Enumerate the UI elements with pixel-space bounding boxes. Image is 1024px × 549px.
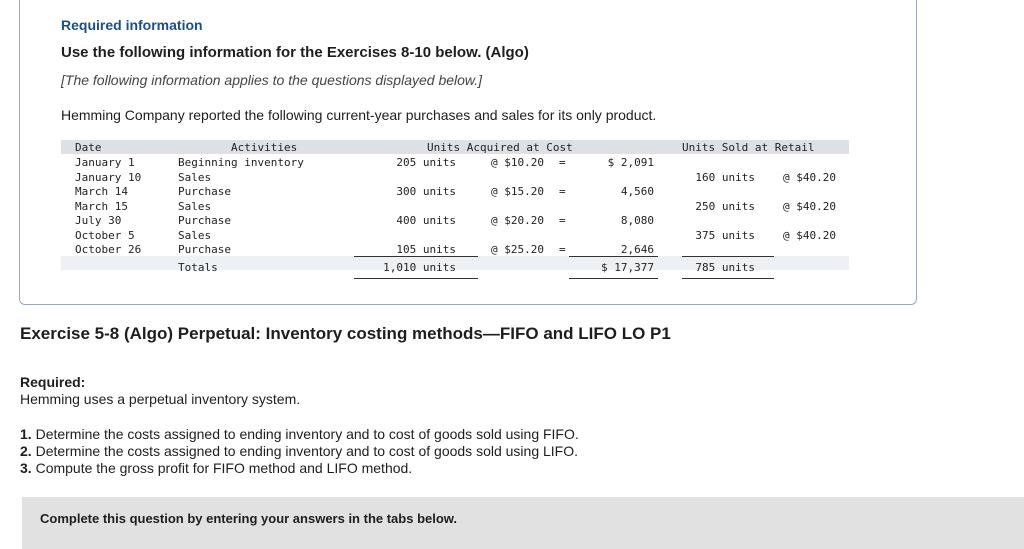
complete-question-banner: [22, 497, 1024, 549]
cell-date: October 5: [75, 228, 135, 242]
header-units-sold: Units Sold at Retail: [682, 141, 815, 154]
intro-text: Hemming Company reported the following current-year purchases and sales for its only product.: [61, 107, 657, 123]
header-units-acquired: Units Acquired at Cost: [427, 141, 573, 154]
cell-units: 300 units: [396, 185, 456, 198]
cell-equals: =: [559, 156, 566, 169]
cell-sold-units: 375 units: [695, 228, 755, 242]
required-label: Required:: [20, 374, 86, 390]
cell-sold-price: @ $40.20: [783, 170, 836, 184]
cell-total: $ 2,091: [607, 156, 654, 169]
cell-units: 400 units: [396, 214, 456, 227]
header-activities: Activities: [231, 141, 298, 154]
cell-cost: @ $10.20: [491, 156, 544, 169]
cell-activity: Purchase: [178, 243, 231, 256]
cell-activity: Sales: [178, 199, 212, 213]
step-1: 1. Determine the costs assigned to ending inventory and to cost of goods sold using FIFO.: [20, 426, 579, 442]
cell-date: July 30: [75, 214, 122, 227]
exercise-title: Exercise 5-8 (Algo) Perpetual: Inventory costing methods—FIFO and LIFO LO P1: [20, 324, 671, 343]
cell-activity: Purchase: [178, 185, 231, 198]
cell-equals: =: [559, 185, 566, 198]
cell-activity: Sales: [178, 170, 212, 184]
cell-activity: Purchase: [178, 214, 231, 227]
cell-cost: @ $15.20: [491, 185, 544, 198]
cell-sold-price: @ $40.20: [783, 228, 836, 242]
complete-question-text: Complete this question by entering your answers in the tabs below.: [40, 511, 458, 526]
cell-cost: @ $25.20: [491, 243, 544, 256]
units-total-rule: [354, 256, 478, 257]
cell-date: March 15: [75, 199, 128, 213]
applies-note: [The following information applies to the questions displayed below.]: [61, 72, 483, 88]
cell-equals: =: [559, 243, 566, 256]
cell-total: 2,646: [620, 243, 654, 256]
instructions-heading: Use the following information for the Exercises 8-10 below. (Algo): [61, 44, 529, 61]
cost-bottom-rule: [569, 278, 658, 279]
units-bottom-rule: [354, 278, 478, 279]
cell-date: October 26: [75, 243, 142, 256]
cell-activity: Sales: [178, 228, 212, 242]
cell-date: January 1: [75, 156, 135, 169]
cell-equals: =: [559, 214, 566, 227]
header-date: Date: [75, 141, 102, 154]
totals-cost: $ 17,377: [601, 261, 654, 274]
cell-date: January 10: [75, 170, 142, 184]
cell-sold-price: @ $40.20: [783, 199, 836, 213]
cell-total: 8,080: [620, 214, 654, 227]
totals-sold-units: 785 units: [695, 261, 755, 274]
sold-total-rule: [682, 256, 774, 257]
step-3: 3. Compute the gross profit for FIFO method and LIFO method.: [20, 460, 413, 476]
cost-total-rule: [569, 256, 658, 257]
cell-sold-units: 250 units: [695, 199, 755, 213]
purchases-sales-table: [61, 140, 849, 280]
cell-units: 205 units: [396, 156, 456, 169]
step-2: 2. Determine the costs assigned to ending inventory and to cost of goods sold using LIFO.: [20, 443, 579, 459]
sold-bottom-rule: [682, 278, 774, 279]
cell-cost: @ $20.20: [491, 214, 544, 227]
cell-total: 4,560: [620, 185, 654, 198]
totals-units: 1,010 units: [383, 261, 456, 274]
cell-units: 105 units: [396, 243, 456, 256]
totals-label: Totals: [178, 261, 218, 274]
cell-sold-units: 160 units: [695, 170, 755, 184]
required-information-heading: Required information: [61, 17, 203, 33]
required-steps: [20, 426, 579, 477]
required-text: Hemming uses a perpetual inventory system.: [20, 391, 301, 407]
cell-activity: Beginning inventory: [178, 156, 304, 169]
cell-date: March 14: [75, 185, 128, 198]
